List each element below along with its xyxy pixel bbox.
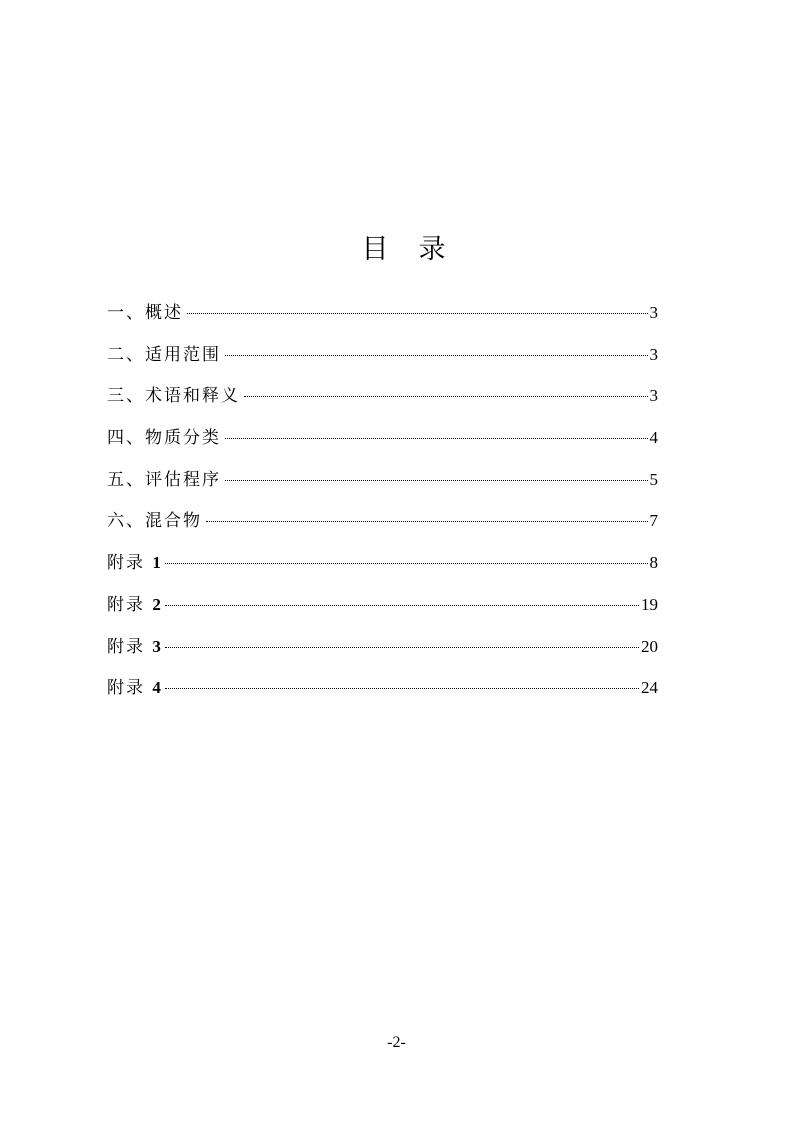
toc-entry-label: 二、适用范围	[107, 344, 221, 365]
toc-dot-leader	[165, 647, 639, 648]
toc-dot-leader	[206, 521, 648, 522]
toc-page-number: 3	[649, 344, 658, 364]
toc-dot-leader	[165, 605, 639, 606]
toc-entry[interactable]	[107, 334, 658, 376]
toc-dot-leader	[225, 355, 648, 356]
toc-entry[interactable]	[107, 459, 658, 501]
toc-dot-leader	[187, 313, 648, 314]
toc-page-number: 7	[649, 511, 658, 531]
toc-entry[interactable]	[107, 292, 658, 334]
toc-title: 目录	[361, 234, 476, 265]
toc-entry-label: 五、评估程序	[107, 469, 221, 490]
toc-page-number: 8	[649, 553, 658, 573]
toc-entry-label: 附录 1	[107, 553, 161, 574]
toc-entry-label: 附录 2	[107, 594, 161, 615]
toc-dot-leader	[165, 688, 639, 689]
toc-entry-label: 附录 4	[107, 678, 161, 699]
toc-dot-leader	[165, 563, 648, 564]
toc-page-number: 4	[649, 428, 658, 448]
toc-entry[interactable]	[107, 375, 658, 417]
toc-entry[interactable]	[107, 417, 658, 459]
toc-entry[interactable]	[107, 542, 658, 584]
toc-page-number: 19	[641, 594, 658, 614]
toc-dot-leader	[225, 438, 648, 439]
toc-entry[interactable]	[107, 667, 658, 709]
toc-entry[interactable]	[107, 500, 658, 542]
toc-entry-label: 四、物质分类	[107, 428, 221, 449]
toc-page-number: 3	[649, 386, 658, 406]
toc-entry-label: 六、混合物	[107, 511, 202, 532]
toc-entry[interactable]	[107, 626, 658, 668]
toc-dot-leader	[244, 396, 648, 397]
page-number-footer: -2-	[387, 1034, 406, 1051]
toc-page-number: 20	[641, 636, 658, 656]
toc-dot-leader	[225, 480, 648, 481]
toc-page-number: 3	[649, 303, 658, 322]
toc-entry-label: 一、概述	[107, 303, 183, 323]
toc-page-number: 5	[649, 469, 658, 489]
toc-entry-label: 附录 3	[107, 636, 161, 657]
toc-entry-label: 三、术语和释义	[107, 386, 240, 407]
table-of-contents	[107, 292, 658, 709]
toc-page-number: 24	[641, 678, 658, 698]
toc-entry[interactable]	[107, 584, 658, 626]
